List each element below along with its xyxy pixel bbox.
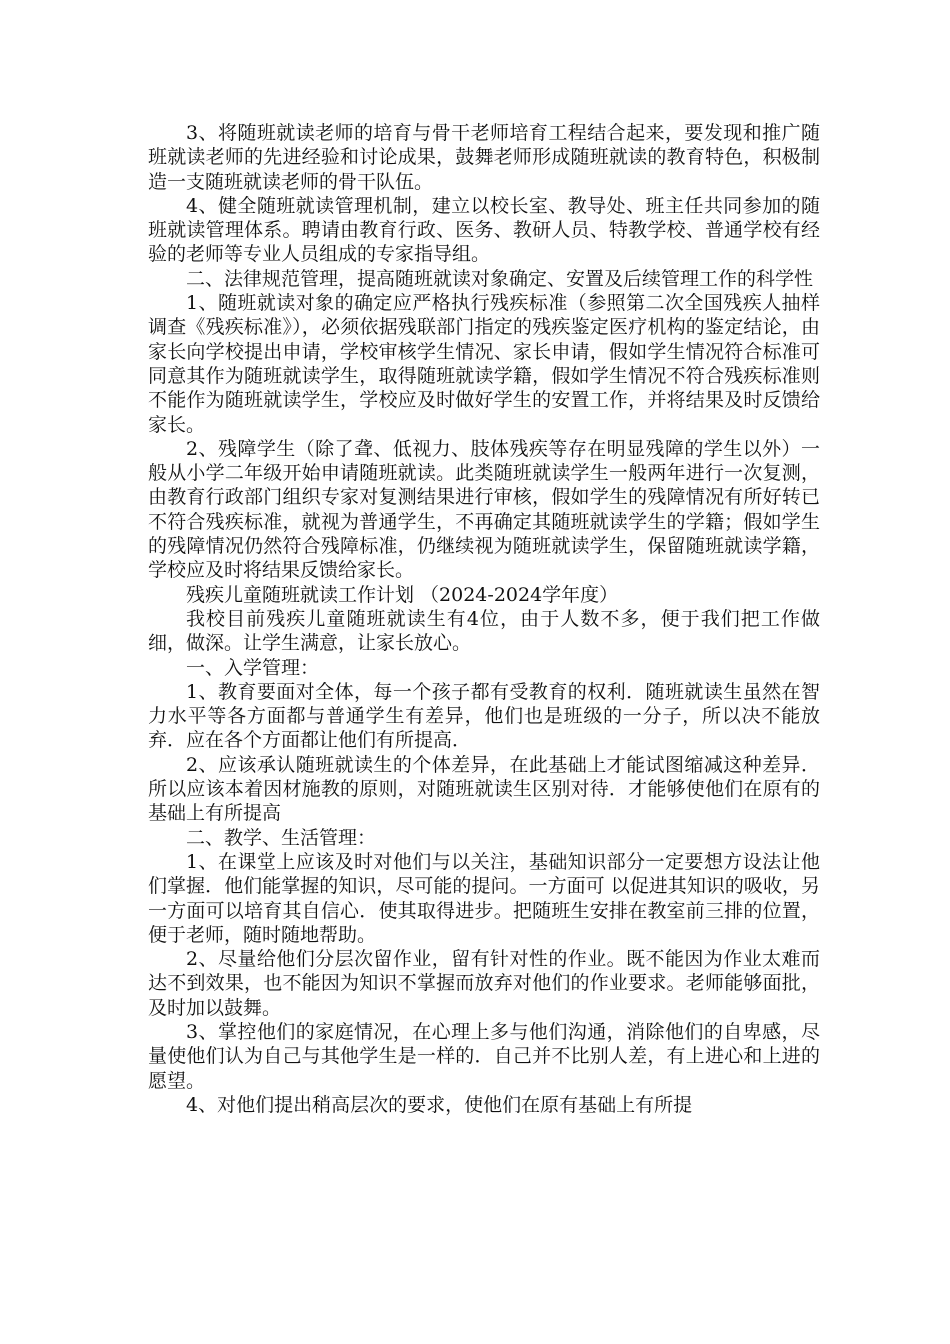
plan-intro: 我校目前残疾儿童随班就读生有4位，由于人数不多，便于我们把工作做细，做深。让学生满意，让家长放心。 — [148, 607, 820, 655]
paragraph-9: 3、掌控他们的家庭情况，在心理上多与他们沟通，消除他们的自卑感，尽量使他们认为自己与其他学生是一样的．自己并不比别人差，有上进心和上进的愿望。 — [148, 1020, 820, 1092]
section-heading-teaching: 二、教学、生活管理： — [186, 826, 377, 849]
section-heading-2: 二、法律规范管理，提高随班就读对象确定、安置及后续管理工作的科学性 — [186, 267, 814, 290]
paragraph-2: 4、健全随班就读管理机制，建立以校长室、教导处、班主任共同参加的随班就读管理体系。聘请由教育行政、医务、教研人员、特教学校、普通学校有经验的老师等专业人员组成的专家指导组。 — [148, 194, 820, 266]
paragraph-5: 1、教育要面对全体，每一个孩子都有受教育的权利．随班就读生虽然在智力水平等各方面都与普通学生有差异，他们也是班级的一分子，所以决不能放弃．应在各个方面都让他们有所提高． — [148, 680, 820, 752]
paragraph-8: 2、尽量给他们分层次留作业，留有针对性的作业。既不能因为作业太难而达不到效果，也不能因为知识不掌握而放弃对他们的作业要求。老师能够面批，及时加以鼓舞。 — [148, 948, 820, 1019]
paragraph-6: 2、应该承认随班就读生的个体差异，在此基础上才能试图缩减这种差异．所以应该本着因材施教的原则，对随班就读生区别对待．才能够使他们在原有的基础上有所提高 — [148, 753, 820, 825]
paragraph-3: 1、随班就读对象的确定应严格执行残疾标准（参照第二次全国残疾人抽样调查《残疾标准》），必须依据残联部门指定的残疾鉴定医疗机构的鉴定结论，由家长向学校提出申请，学校审核学生情况、家长申请，假如学生情况符合标准可同意其作为随班就读学生，取得随班就读学籍，假如学生情况不符合残疾标准则不能作为随班就读学生，学校应及时做好学生的安置工作，并将结果及时反馈给家长。 — [148, 292, 820, 436]
paragraph-10: 4、对他们提出稍高层次的要求，使他们在原有基础上有所提 — [186, 1093, 693, 1116]
paragraph-4: 2、残障学生（除了聋、低视力、肢体残疾等存在明显残障的学生以外）一般从小学二年级开始申请随班就读。此类随班就读学生一般两年进行一次复测，由教育行政部门组织专家对复测结果进行审核，假如学生的残障情况有所好转已不符合残疾标准，就视为普通学生，不再确定其随班就读学生的学籍；假如学生的残障情况仍然符合残障标准，仍继续视为随班就读学生，保留随班就读学籍，学校应及时将结果反馈给家长。 — [148, 437, 820, 582]
paragraph-7: 1、在课堂上应该及时对他们与以关注，基础知识部分一定要想方设法让他们掌握．他们能掌握的知识，尽可能的提问。一方面可 以促进其知识的吸收，另一方面可以培育其自信心．使其取得进步。把随班生安排在教室前三排的位置，便于老师，随时随地帮助。 — [148, 850, 820, 946]
section-heading-enrollment: 一、入学管理： — [186, 656, 320, 679]
document-body — [148, 121, 820, 1117]
paragraph-1: 3、将随班就读老师的培育与骨干老师培育工程结合起来，要发现和推广随班就读老师的先进经验和讨论成果，鼓舞老师形成随班就读的教育特色，积极制造一支随班就读老师的骨干队伍。 — [148, 122, 820, 193]
plan-title: 残疾儿童随班就读工作计划 （2024-2024学年度） — [186, 583, 619, 606]
